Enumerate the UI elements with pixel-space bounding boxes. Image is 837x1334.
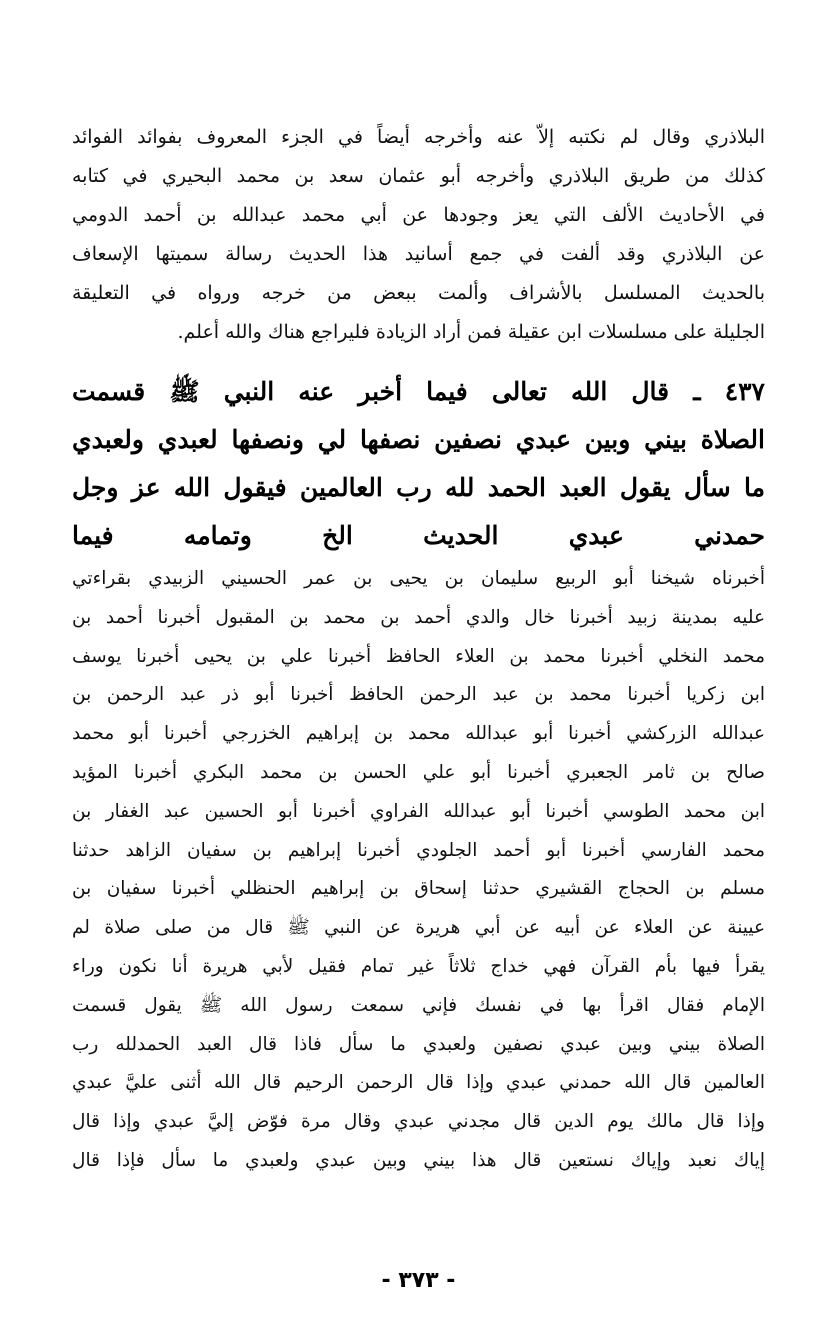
- text-line: إياك نعبد وإياك نستعين قال هذا بيني وبين عبدي ولعبدي ما سأل فإذا قال: [72, 1149, 765, 1171]
- hadith-heading: [72, 368, 765, 560]
- text-line: ابن محمد الطوسي أخبرنا أبو عبدالله الفراوي أخبرنا أبو الحسين عبد الغفار بن: [72, 800, 765, 822]
- text-line: أخبرناه شيخنا أبو الربيع سليمان بن يحيى بن عمر الحسيني الزبيدي بقراءتي: [72, 568, 765, 589]
- page-content: [72, 118, 765, 1181]
- text-line: الصلاة بيني وبين عبدي نصفين ولعبدي ما سأل فاذا قال العبد الحمدلله رب: [72, 1033, 765, 1055]
- text-line: كذلك من طريق البلاذري وأخرجه أبو عثمان سعد بن محمد البحيري في كتابه: [72, 165, 765, 187]
- heading-line: ما سأل يقول العبد الحمد لله رب العالمين فيقول الله عز وجل: [72, 473, 765, 502]
- heading-line: ٤٣٧ ـ قال الله تعالى فيما أخبر عنه النبي ﷺ قسمت: [72, 377, 765, 406]
- isnad-paragraph: [72, 560, 765, 1181]
- text-line: وإذا قال مالك يوم الدين قال مجدني عبدي وقال مرة فوّض إليَّ عبدي وإذا قال: [72, 1111, 765, 1133]
- text-line: عبدالله الزركشي أخبرنا أبو عبدالله محمد بن إبراهيم الخزرجي أخبرنا أبو محمد: [72, 723, 765, 745]
- text-line: محمد النخلي أخبرنا محمد بن العلاء الحافظ أخبرنا علي بن يحيى أخبرنا يوسف: [72, 645, 765, 667]
- text-line: صالح بن ثامر الجعبري أخبرنا أبو علي الحسن بن محمد البكري أخبرنا المؤيد: [72, 761, 765, 783]
- text-line: عن البلاذري وقد ألفت في جمع أسانيد هذا الحديث رسالة سميتها الإسعاف: [72, 243, 765, 265]
- text-line: الجليلة على مسلسلات ابن عقيلة فمن أراد الزيادة فليراجع هناك والله أعلم.: [177, 321, 765, 343]
- text-line: عيينة عن العلاء عن أبيه عن أبي هريرة عن النبي ﷺ قال من صلى صلاة لم: [72, 917, 765, 939]
- text-line: ابن زكريا أخبرنا محمد بن عبد الرحمن الحافظ أخبرنا أبو ذر عبد الرحمن بن: [72, 684, 765, 706]
- heading-line: حمدني عبدي الحديث الخ وتمامه فيما: [72, 521, 765, 550]
- text-line: العالمين قال الله حمدني عبدي وإذا قال الرحمن الرحيم قال الله أثنى عليَّ عبدي: [72, 1072, 765, 1094]
- text-line: الإمام فقال اقرأ بها في نفسك فإني سمعت رسول الله ﷺ يقول قسمت: [72, 994, 765, 1016]
- page-number: - ٣٧٣ -: [381, 1268, 456, 1293]
- text-line: بالحديث المسلسل بالأشراف وألمت ببعض من خرجه ورواه في التعليقة: [72, 282, 765, 304]
- text-line: يقرأ فيها بأم القرآن فهي خداج ثلاثاً غير تمام فقيل لأبي هريرة أنا نكون وراء: [72, 955, 765, 977]
- text-line: مسلم بن الحجاج القشيري حدثنا إسحاق بن إبراهيم الحنظلي أخبرنا سفيان بن: [72, 878, 765, 900]
- text-line: في الأحاديث الألف التي يعز وجودها عن أبي محمد عبدالله بن أحمد الدومي: [72, 204, 765, 226]
- text-line: محمد الفارسي أخبرنا أبو أحمد الجلودي أخبرنا إبراهيم بن سفيان الزاهد حدثنا: [72, 839, 765, 861]
- text-line: البلاذري وقال لم نكتبه إلاّ عنه وأخرجه أيضاً في الجزء المعروف بفوائد الفوائد: [72, 126, 765, 148]
- text-line: عليه بمدينة زبيد أخبرنا خال والدي أحمد بن محمد بن المقبول أخبرنا أحمد بن: [72, 606, 765, 628]
- heading-line: الصلاة بيني وبين عبدي نصفين نصفها لي ونصفها لعبدي ولعبدي: [72, 425, 765, 454]
- intro-paragraph: [72, 118, 765, 352]
